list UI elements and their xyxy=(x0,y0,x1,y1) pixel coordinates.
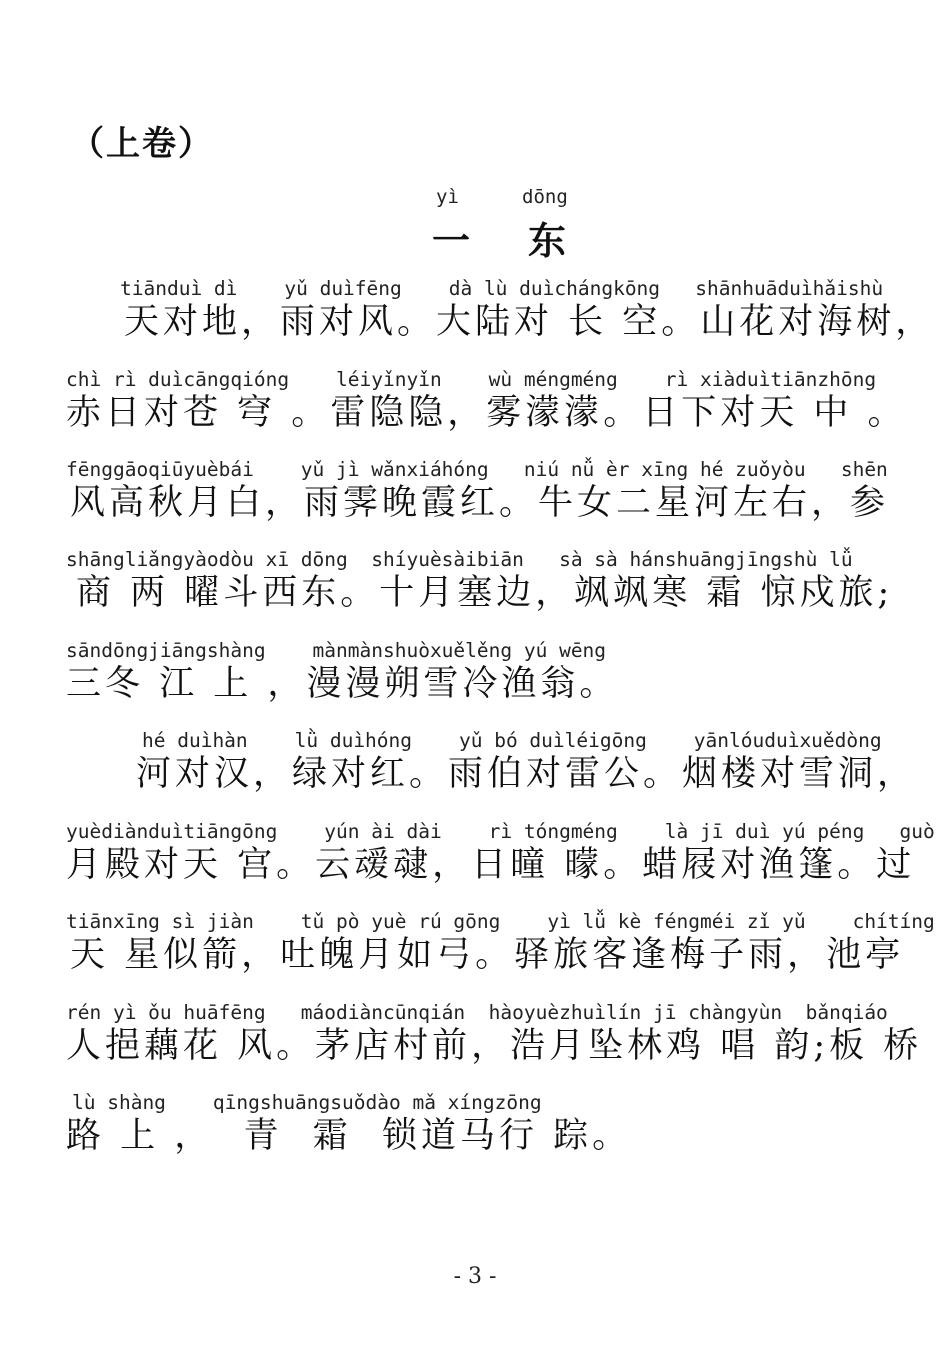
pinyin-line-10: lù shàng qīngshuāngsuǒdào mǎ xíngzōng xyxy=(72,1091,542,1114)
verse-line-4: 商 两 曜斗西东。十月塞边，飒飒寒 霜 惊戍旅; xyxy=(76,573,894,613)
pinyin-line-4: shāngliǎngyàodòu xī dōng shíyuèsàibiān sà sà hánshuāngjīngshù lǚ xyxy=(66,548,853,571)
verse-line-10: 路 上 ， 青 霜 锁道马行 踪。 xyxy=(66,1116,632,1156)
pinyin-line-7: yuèdiànduìtiāngōng yún ài dài rì tóngméng là jī duì yú péng guò xyxy=(66,820,935,843)
title-hanzi-2: 东 xyxy=(528,219,567,263)
pinyin-line-8: tiānxīng sì jiàn tǔ pò yuè rú gōng yì lǚ kè féngméi zǐ yǔ chítíng xyxy=(66,910,935,933)
pinyin-line-3: fēnggāoqiūyuèbái yǔ jì wǎnxiáhóng niú nǚ èr xīng hé zuǒyòu shēn xyxy=(66,458,888,481)
title-pinyin-2: dōng xyxy=(522,186,568,208)
verse-line-6: 河对汉，绿对红。雨伯对雷公。烟楼对雪洞， xyxy=(136,754,917,794)
verse-line-9: 人挹藕花 风。茅店村前，浩月坠林鸡 唱 韵;板 桥 xyxy=(66,1026,923,1066)
pinyin-line-1: tiānduì dì yǔ duìfēng dà lù duìchángkōng shānhuāduìhǎishù xyxy=(120,277,884,300)
page-number: - 3 - xyxy=(453,1264,497,1289)
title-pinyin-1: yì xyxy=(436,186,459,208)
title-hanzi-1: 一 xyxy=(432,219,471,263)
verse-line-1: 天对地，雨对风。大陆对 长 空。山花对海树， xyxy=(124,302,935,342)
verse-line-7: 月殿对天 宫。云叆叇，日曈 曚。蜡屐对渔篷。过 xyxy=(66,845,916,885)
verse-line-8: 天 星似箭，吐魄月如弓。驿旅客逢梅子雨，池亭 xyxy=(70,935,905,975)
verse-line-2: 赤日对苍 穹 。雷隐隐，雾濛濛。日下对天 中 。 xyxy=(66,393,907,433)
volume-heading: （上卷） xyxy=(70,124,214,164)
pinyin-line-9: rén yì ǒu huāfēng máodiàncūnqián hàoyuèzhuìlín jī chàngyùn bǎnqiáo xyxy=(66,1001,888,1024)
pinyin-line-6: hé duìhàn lǜ duìhóng yǔ bó duìléigōng yānlóuduìxuědòng xyxy=(142,729,882,752)
verse-line-3: 风高秋月白，雨霁晚霞红。牛女二星河左右，参 xyxy=(70,483,890,523)
pinyin-line-2: chì rì duìcāngqióng léiyǐnyǐn wù méngméng rì xiàduìtiānzhōng xyxy=(66,368,877,391)
verse-line-5: 三冬 江 上 ，漫漫朔雪冷渔翁。 xyxy=(66,664,619,704)
pinyin-line-5: sāndōngjiāngshàng mànmànshuòxuělěng yú wēng xyxy=(66,639,607,662)
